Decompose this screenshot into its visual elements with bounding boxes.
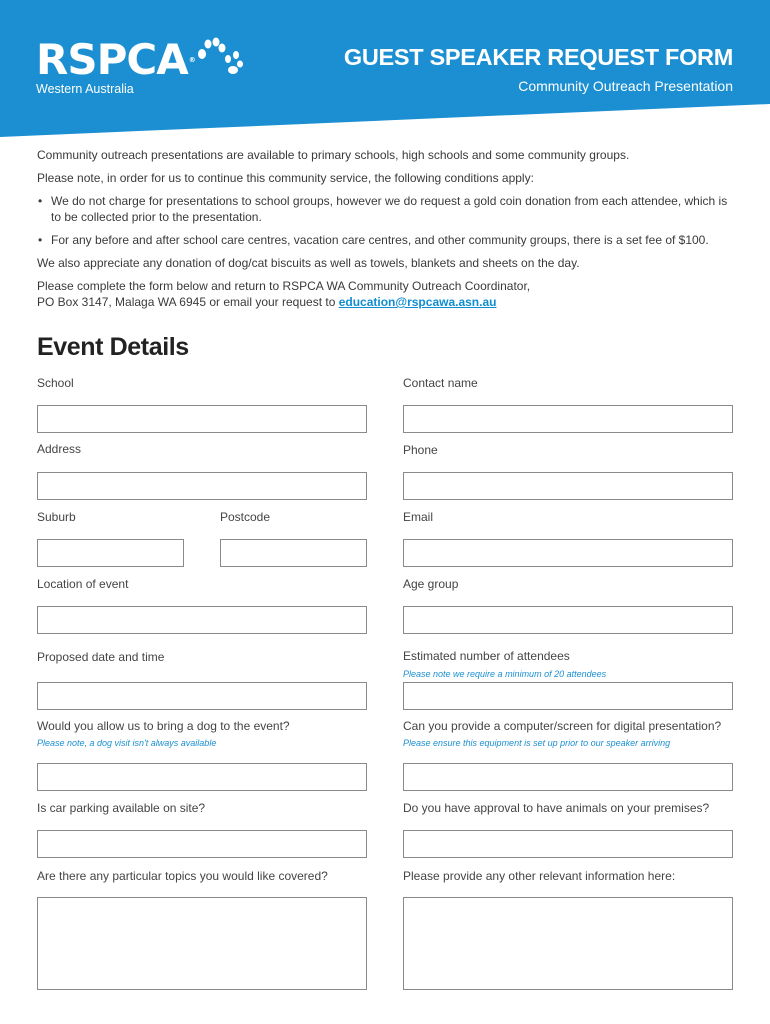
school-input[interactable]: [37, 405, 367, 433]
address-input[interactable]: [37, 472, 367, 500]
computer-note: Please ensure this equipment is set up prior to our speaker arriving: [403, 738, 671, 748]
donation-note: We also appreciate any donation of dog/cat biscuits as well as towels, blankets and sheets on the day.: [37, 256, 580, 270]
school-label: School: [37, 376, 74, 390]
attendees-note: Please note we require a minimum of 20 attendees: [403, 669, 607, 679]
topics-textarea[interactable]: [37, 897, 367, 990]
location-label: Location of event: [37, 577, 129, 591]
attendees-input[interactable]: [403, 682, 733, 710]
suburb-input[interactable]: [37, 539, 184, 567]
condition-text: For any before and after school care centres, vacation care centres, and other community groups, there is a set fee of $100.: [51, 233, 709, 247]
other-info-label: Please provide any other relevant information here:: [403, 869, 676, 883]
header-banner: [0, 0, 770, 140]
logo-trademark: ®: [188, 56, 195, 64]
suburb-label: Suburb: [37, 510, 76, 524]
form-subtitle: Community Outreach Presentation: [518, 78, 733, 94]
date-time-input[interactable]: [37, 682, 367, 710]
condition-item: • For any before and after school care centres, vacation care centres, and other community groups, there is a set fee of $100.: [38, 233, 709, 247]
conditions-list: [37, 193, 737, 248]
condition-item: • We do not charge for presentations to school groups, however we do request a gold coin donation from each attendee, which is to be collected prior to the presentation.: [38, 194, 728, 224]
return-line-2: PO Box 3147, Malaga WA 6945 or email your request to: [37, 295, 339, 309]
logo-text: RSPCA: [36, 35, 188, 84]
topics-label: Are there any particular topics you would like covered?: [37, 869, 328, 883]
phone-input[interactable]: [403, 472, 733, 500]
computer-input[interactable]: [403, 763, 733, 791]
intro-paragraph: Community outreach presentations are available to primary schools, high schools and some community groups.: [37, 148, 630, 162]
age-group-input[interactable]: [403, 606, 733, 634]
form-title: GUEST SPEAKER REQUEST FORM: [343, 44, 733, 70]
approval-label: Do you have approval to have animals on your premises?: [403, 801, 710, 815]
contact-name-input[interactable]: [403, 405, 733, 433]
return-instructions: [37, 278, 737, 310]
parking-label: Is car parking available on site?: [37, 801, 206, 815]
postcode-input[interactable]: [220, 539, 367, 567]
logo-subtext: Western Australia: [36, 82, 134, 96]
return-line-1: Please complete the form below and return to RSPCA WA Community Outreach Coordinator,: [37, 279, 531, 293]
email-link[interactable]: education@rspcawa.asn.au: [338, 295, 497, 309]
attendees-label: Estimated number of attendees: [403, 649, 570, 663]
location-input[interactable]: [37, 606, 367, 634]
intro-text: [37, 147, 737, 310]
date-time-label: Proposed date and time: [37, 650, 165, 664]
email-input[interactable]: [403, 539, 733, 567]
address-label: Address: [37, 442, 82, 456]
condition-text: We do not charge for presentations to school groups, however we do request a gold coin donation from each attendee, which is to be collected prior to the presentation.: [51, 194, 728, 224]
contact-name-label: Contact name: [403, 376, 478, 390]
dog-label: Would you allow us to bring a dog to the event?: [37, 719, 290, 733]
dog-note: Please note, a dog visit isn't always available: [37, 738, 217, 748]
parking-input[interactable]: [37, 830, 367, 858]
dog-input[interactable]: [37, 763, 367, 791]
section-title: Event Details: [37, 333, 189, 361]
computer-label: Can you provide a computer/screen for digital presentation?: [403, 719, 722, 733]
phone-label: Phone: [403, 443, 438, 457]
approval-input[interactable]: [403, 830, 733, 858]
paw-prints-icon: [194, 33, 244, 78]
email-label: Email: [403, 510, 434, 524]
rspca-logo: [36, 35, 195, 96]
age-group-label: Age group: [403, 577, 459, 591]
other-info-textarea[interactable]: [403, 897, 733, 990]
postcode-label: Postcode: [220, 510, 271, 524]
conditions-intro: Please note, in order for us to continue this community service, the following conditions apply:: [37, 171, 534, 185]
